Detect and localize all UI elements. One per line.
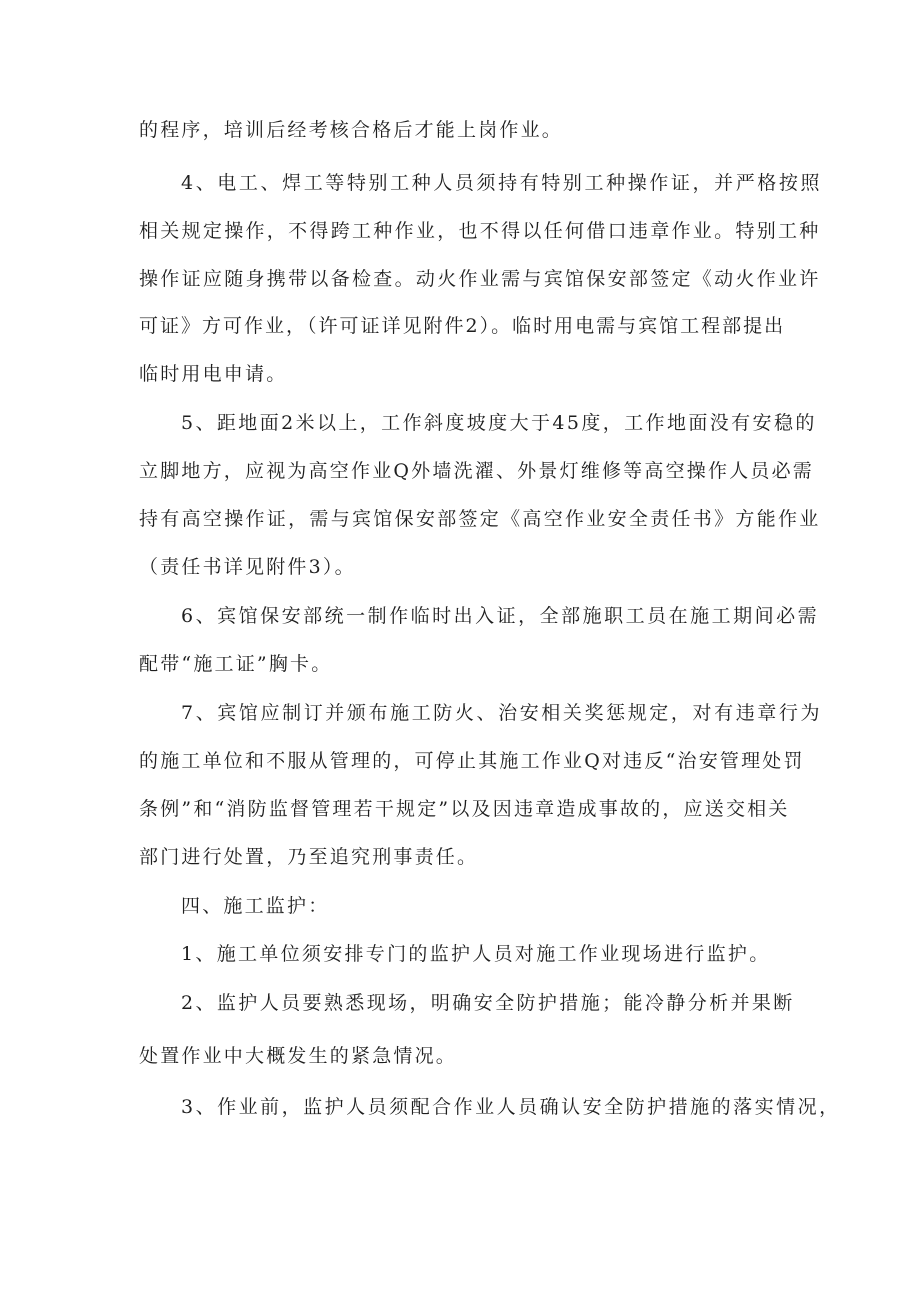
- text-line: 配带“施工证”胸卡。: [139, 653, 333, 675]
- paragraph-4-start: 4、电工、焊工等特别工种人员须持有特别工种操作证，并严格按照: [181, 172, 823, 194]
- text-line: 持有高空操作证，需与宾馆保安部签定《高空作业安全责任书》方能作业: [139, 508, 821, 530]
- text-line: 可证》方可作业，（许可证详见附件2）。临时用电需与宾馆工程部提出: [139, 315, 786, 337]
- paragraph-7-start: 7、宾馆应制订并颁布施工防火、治安相关奖惩规定，对有违章行为: [181, 702, 823, 724]
- text-line: 临时用电申请。: [139, 363, 288, 385]
- list-item: 3、作业前，监护人员须配合作业人员确认安全防护措施的落实情况，: [181, 1096, 841, 1118]
- list-item: 2、监护人员要熟悉现场，明确安全防护措施；能冷静分析并果断: [181, 992, 795, 1014]
- section-heading: 四、施工监护：: [181, 895, 330, 917]
- text-line: 操作证应随身携带以备检查。动火作业需与宾馆保安部签定《动火作业许: [139, 268, 821, 290]
- text-line: 部门进行处置，乃至追究刑事责任。: [139, 846, 479, 868]
- paragraph-5-start: 5、距地面2米以上，工作斜度坡度大于45度，工作地面没有安稳的: [181, 412, 817, 434]
- text-line: （责任书详见附件3）。: [139, 556, 356, 578]
- text-line: 处置作业中大概发生的紧急情况。: [139, 1045, 458, 1067]
- text-line: 的程序，培训后经考核合格后才能上岗作业。: [139, 119, 564, 141]
- text-line: 的施工单位和不服从管理的，可停止其施工作业Q对违反“治安管理处罚: [139, 750, 805, 772]
- text-line: 条例”和“消防监督管理若干规定”以及因违章造成事故的，应送交相关: [139, 798, 790, 820]
- text-line: 相关规定操作，不得跨工种作业，也不得以任何借口违章作业。特别工种: [139, 220, 821, 242]
- text-line: 立脚地方，应视为高空作业Q外墙洗濯、外景灯维修等高空操作人员必需: [139, 460, 814, 482]
- paragraph-6-start: 6、宾馆保安部统一制作临时出入证，全部施职工员在施工期间必需: [181, 605, 820, 627]
- list-item: 1、施工单位须安排专门的监护人员对施工作业现场进行监护。: [181, 943, 771, 965]
